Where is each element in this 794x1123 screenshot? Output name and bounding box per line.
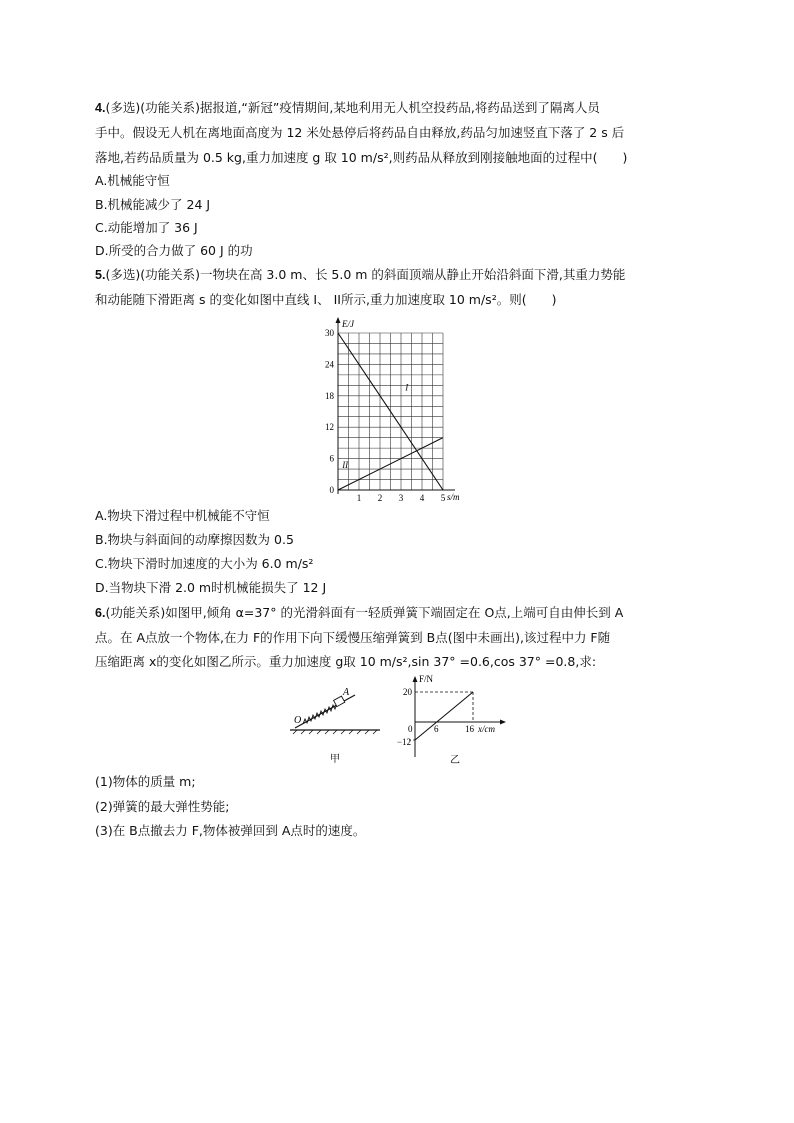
caption-jia: 甲 bbox=[330, 754, 340, 765]
y-tick-label: 12 bbox=[325, 422, 334, 433]
series-label-II: II bbox=[342, 460, 349, 471]
q4-line1-text: (多选)(功能关系)据报道,“新冠”疫情期间,某地利用无人机空投药品,将药品送到了隔离人员 bbox=[105, 100, 600, 115]
yi-origin: 0 bbox=[408, 724, 413, 734]
caption-yi: 乙 bbox=[450, 755, 460, 766]
q6-line1-text: (功能关系)如图甲,倾角 α=37° 的光滑斜面有一轻质弹簧下端固定在 O点,上端可自由伸长到 A bbox=[105, 605, 624, 620]
q5-option-a: A.物块下滑过程中机械能不守恒 bbox=[95, 508, 270, 523]
yi-y-arrow bbox=[413, 676, 418, 682]
label-A: A bbox=[343, 687, 350, 698]
x-tick-label: 4 bbox=[419, 493, 425, 503]
y-tick-label: 0 bbox=[329, 485, 334, 495]
yi-ylabel: F/N bbox=[419, 674, 434, 684]
y-tick-label: 30 bbox=[325, 328, 334, 338]
figure-jia bbox=[285, 680, 385, 765]
q5-line2: 和动能随下滑距离 s 的变化如图中直线 I、 II所示,重力加速度取 10 m/s²。则( ) bbox=[95, 292, 557, 307]
q6-number: 6. bbox=[95, 606, 106, 620]
y-axis-arrow bbox=[336, 317, 341, 323]
q4-number: 4. bbox=[95, 101, 106, 115]
yi-x-cross: 6 bbox=[434, 724, 439, 734]
yi-x-arrow bbox=[500, 720, 506, 725]
q6-line3: 压缩距离 x的变化如图乙所示。重力加速度 g取 10 m/s²,sin 37° =0.6,cos 37° =0.8,求: bbox=[95, 654, 597, 669]
yi-x-end: 16 bbox=[465, 724, 474, 734]
q4-line3: 落地,若药品质量为 0.5 kg,重力加速度 g 取 10 m/s²,则药品从释放到刚接触地面的过程中( ) bbox=[95, 150, 628, 165]
y-tick-label: 24 bbox=[325, 359, 334, 370]
q5-option-b: B.物块与斜面间的动摩擦因数为 0.5 bbox=[95, 532, 294, 547]
label-O: O bbox=[294, 715, 302, 726]
q5-number: 5. bbox=[95, 268, 106, 282]
chart-axes bbox=[336, 317, 461, 502]
y-axis-label: E/J bbox=[342, 319, 354, 329]
q6-sub1: (1)物体的质量 m; bbox=[95, 774, 196, 789]
x-tick-label: 1 bbox=[356, 493, 362, 503]
x-tick-label: 3 bbox=[398, 493, 404, 503]
figure-yi bbox=[395, 672, 515, 767]
ground-hatch bbox=[290, 730, 380, 734]
q5-option-d: D.当物块下滑 2.0 m时机械能损失了 12 J bbox=[95, 580, 327, 595]
q4-option-a: A.机械能守恒 bbox=[95, 173, 170, 188]
incline-line bbox=[295, 695, 355, 728]
q4-option-b: B.机械能减少了 24 J bbox=[95, 197, 211, 212]
q6-line2: 点。在 A点放一个物体,在力 F的作用下向下缓慢压缩弹簧到 B点(图中未画出),该过程中力 F随 bbox=[95, 630, 611, 645]
q4-line1 bbox=[95, 98, 600, 118]
spring-coil bbox=[303, 704, 337, 724]
q5-line1 bbox=[95, 265, 625, 285]
y-tick-label: 6 bbox=[329, 453, 334, 464]
x-tick-label: 5 bbox=[440, 493, 446, 503]
q6-sub3: (3)在 B点撤去力 F,物体被弹回到 A点时的速度。 bbox=[95, 823, 366, 838]
energy-chart bbox=[310, 308, 500, 508]
q4-option-c: C.动能增加了 36 J bbox=[95, 220, 198, 235]
yi-y-bottom: −12 bbox=[397, 737, 412, 747]
yi-y-top: 20 bbox=[403, 687, 412, 697]
q4-option-d: D.所受的合力做了 60 J 的功 bbox=[95, 243, 253, 258]
x-tick-label: 2 bbox=[377, 493, 383, 503]
q5-option-c: C.物块下滑时加速度的大小为 6.0 m/s² bbox=[95, 556, 314, 571]
q6-line1 bbox=[95, 603, 623, 623]
x-axis-label: s/m bbox=[447, 492, 460, 502]
chart-ticks bbox=[325, 328, 446, 503]
q6-sub2: (2)弹簧的最大弹性势能; bbox=[95, 799, 230, 814]
yi-xlabel: x/cm bbox=[478, 724, 495, 734]
y-tick-label: 18 bbox=[325, 390, 334, 401]
q4-line2: 手中。假设无人机在离地面高度为 12 米处悬停后将药品自由释放,药品匀加速竖直下落了 2 s 后 bbox=[95, 125, 625, 140]
series-label-I: I bbox=[405, 382, 409, 393]
q5-line1-text: (多选)(功能关系)一物块在高 3.0 m、长 5.0 m 的斜面顶端从静止开始沿斜面下滑,其重力势能 bbox=[105, 267, 626, 282]
